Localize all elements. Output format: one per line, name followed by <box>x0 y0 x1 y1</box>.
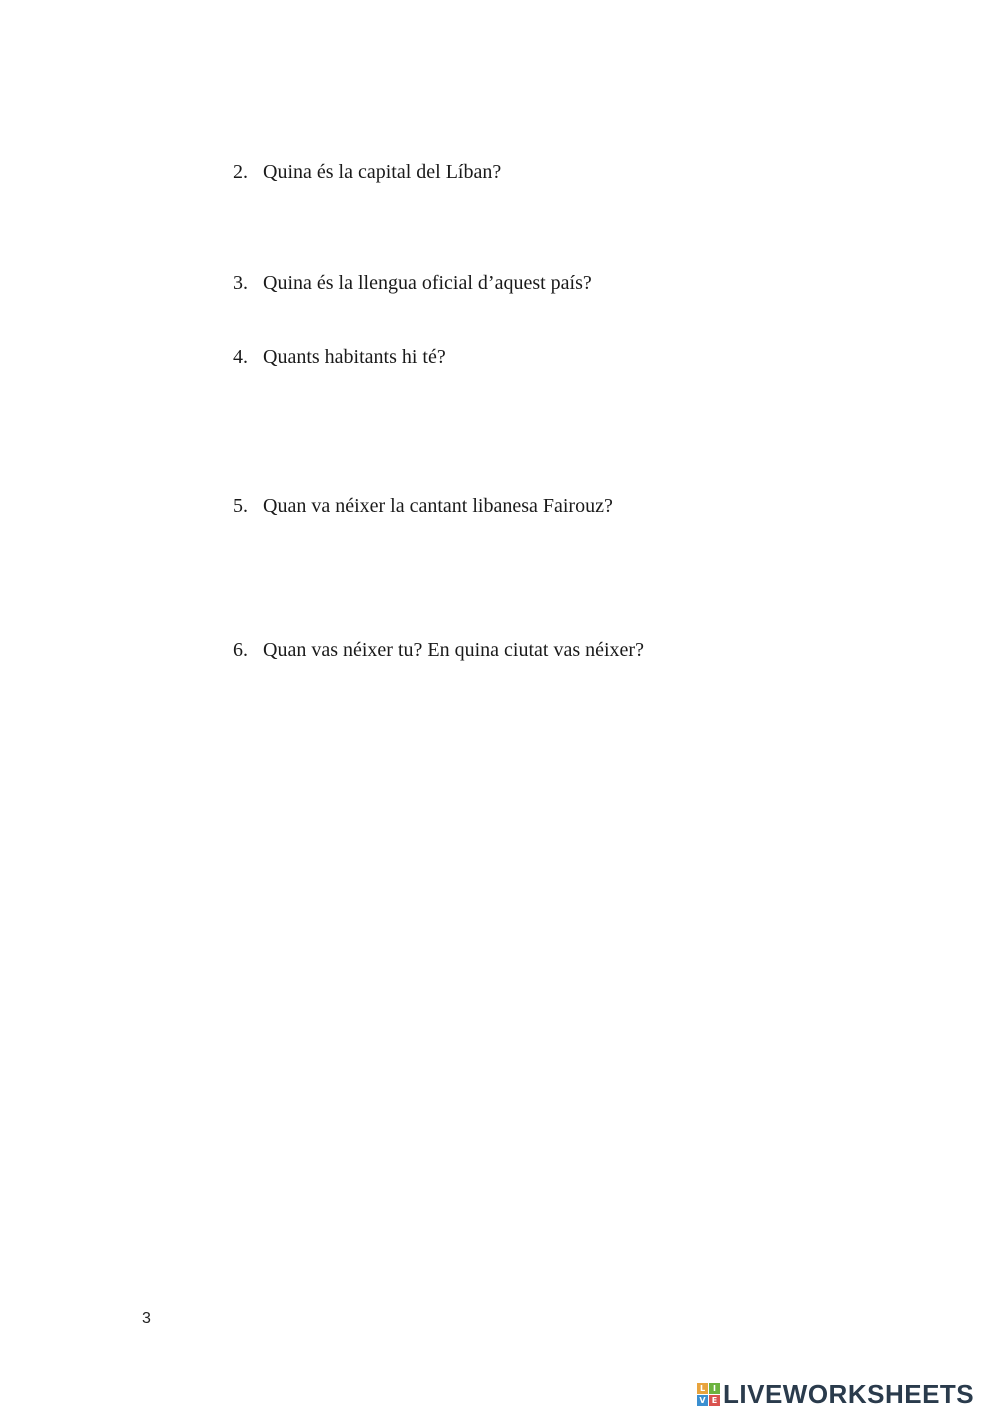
question-text: Quan va néixer la cantant libanesa Fairouz? <box>263 495 613 517</box>
question-4 <box>233 345 446 369</box>
question-3 <box>233 271 592 295</box>
question-number: 5. <box>233 495 248 517</box>
question-2 <box>233 160 501 184</box>
logo-block: V <box>697 1395 708 1406</box>
liveworksheets-logo-icon <box>697 1383 720 1406</box>
question-number: 2. <box>233 161 248 183</box>
question-number: 3. <box>233 272 248 294</box>
watermark-text: LIVEWORKSHEETS <box>723 1378 975 1409</box>
logo-block: L <box>697 1383 708 1394</box>
question-text: Quants habitants hi té? <box>263 346 446 368</box>
question-6 <box>233 638 644 662</box>
question-5 <box>233 494 613 518</box>
logo-block: E <box>709 1395 720 1406</box>
liveworksheets-watermark <box>697 1378 974 1410</box>
logo-block: I <box>709 1383 720 1394</box>
question-text: Quina és la capital del Líban? <box>263 161 502 183</box>
question-text: Quan vas néixer tu? En quina ciutat vas néixer? <box>263 639 644 661</box>
question-number: 6. <box>233 639 248 661</box>
question-number: 4. <box>233 346 248 368</box>
question-text: Quina és la llengua oficial d’aquest país? <box>263 272 592 294</box>
page-number: 3 <box>142 1310 151 1327</box>
